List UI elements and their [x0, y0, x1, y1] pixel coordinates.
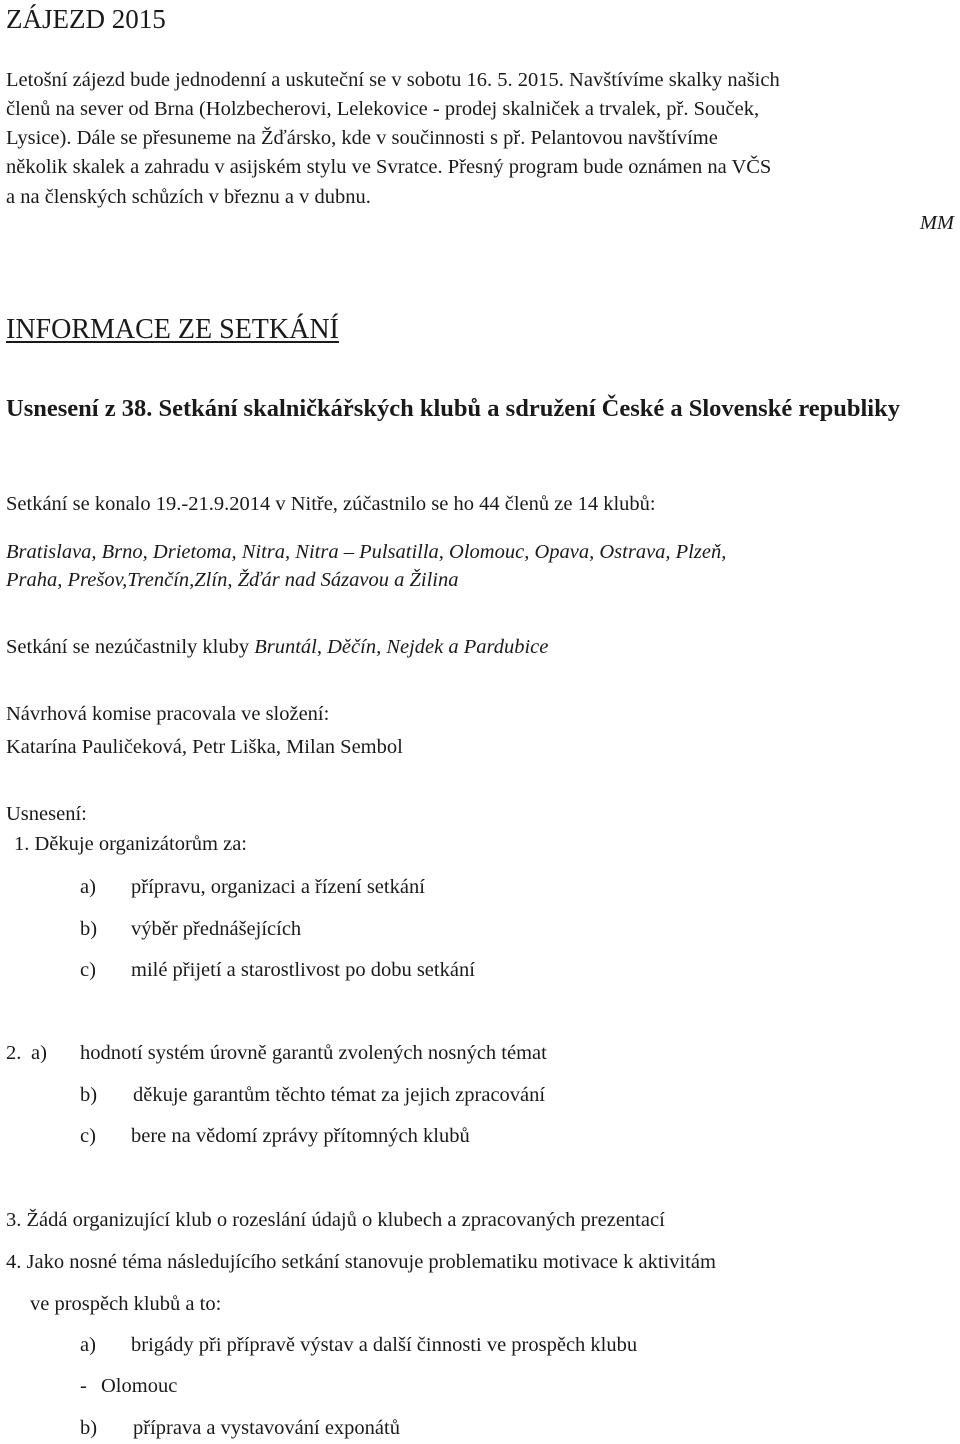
resolution-3: [6, 1206, 665, 1234]
item-text: příprava a vystavování exponátů: [133, 1417, 400, 1439]
intro-line: několik skalek a zahradu v asijském stylu ve Svratce. Přesný program bude oznámen na VČS: [6, 156, 772, 178]
intro-line: Lysice). Dále se přesuneme na Žďársko, kde v součinnosti s př. Pelantovou navštívíme: [6, 127, 718, 149]
resolution-4: [6, 1248, 716, 1276]
meeting-info: Setkání se konalo 19.-21.9.2014 v Nitře, zúčastnilo se ho 44 členů ze 14 klubů:: [6, 493, 656, 515]
item-text: milé přijetí a starostlivost po dobu setkání: [131, 959, 475, 981]
resolution-1: [14, 830, 247, 858]
item-label: a): [31, 1042, 47, 1064]
absent-clubs: [6, 633, 548, 661]
commission-label: Návrhová komise pracovala ve složení:: [6, 703, 330, 725]
clubs-present-line: Bratislava, Brno, Drietoma, Nitra, Nitra – Pulsatilla, Olomouc, Opava, Ostrava, Plzeň,: [6, 541, 727, 563]
item-label: b): [80, 1417, 98, 1439]
item-label: c): [80, 959, 96, 981]
item-label: a): [80, 876, 96, 898]
item-label: b): [80, 918, 98, 940]
resolutions-label: Usnesení:: [6, 803, 87, 825]
item-text: děkuje garantům těchto témat za jejich zpracování: [133, 1084, 546, 1106]
item-text: přípravu, organizaci a řízení setkání: [131, 876, 425, 898]
item-text: Olomouc: [101, 1375, 178, 1397]
item-text: bere na vědomí zprávy přítomných klubů: [131, 1125, 470, 1147]
resolution-number: 2.: [6, 1042, 22, 1064]
item-text: brigády při přípravě výstav a další činnosti ve prospěch klubu: [131, 1334, 638, 1356]
item-text: hodnotí systém úrovně garantů zvolených nosných témat: [80, 1042, 547, 1064]
author-signature: MM: [919, 212, 954, 234]
intro-line: členů na sever od Brna (Holzbecherovi, Lelekovice - prodej skalniček a trvalek, př. Souček,: [6, 98, 760, 120]
clubs-present-line: Praha, Prešov,Trenčín,Zlín, Žďár nad Sázavou a Žilina: [6, 569, 459, 591]
absent-prefix: Setkání se nezúčastnily kluby: [6, 636, 255, 658]
resolution-title: Usnesení z 38. Setkání skalničkářských klubů a sdružení České a Slovenské republiky: [6, 395, 900, 422]
resolution-text: Děkuje organizátorům za:: [34, 833, 248, 855]
page-title: ZÁJEZD 2015: [6, 4, 166, 34]
resolution-4-continuation: ve prospěch klubů a to:: [30, 1293, 222, 1315]
resolution-number: 4.: [6, 1251, 22, 1273]
item-label: c): [80, 1125, 96, 1147]
resolution-text: Jako nosné téma následujícího setkání stanovuje problematiku motivace k aktivitám: [26, 1251, 716, 1273]
resolution-number: 3.: [6, 1209, 22, 1231]
item-label: a): [80, 1334, 96, 1356]
resolution-text: Žádá organizující klub o rozeslání údajů o klubech a zpracovaných prezentací: [26, 1209, 665, 1231]
intro-line: Letošní zájezd bude jednodenní a uskuteční se v sobotu 16. 5. 2015. Navštívíme skalky našich: [6, 69, 780, 91]
absent-club-list: Bruntál, Děčín, Nejdek a Pardubice: [254, 636, 549, 658]
intro-line: a na členských schůzích v březnu a v dubnu.: [6, 186, 371, 208]
item-text: výběr přednášejících: [131, 918, 302, 940]
section-title: INFORMACE ZE SETKÁNÍ: [6, 314, 339, 345]
resolution-number: 1.: [14, 833, 30, 855]
commission-members: Katarína Pauličeková, Petr Liška, Milan Sembol: [6, 736, 403, 758]
item-label: b): [80, 1084, 98, 1106]
item-label: -: [80, 1375, 87, 1397]
